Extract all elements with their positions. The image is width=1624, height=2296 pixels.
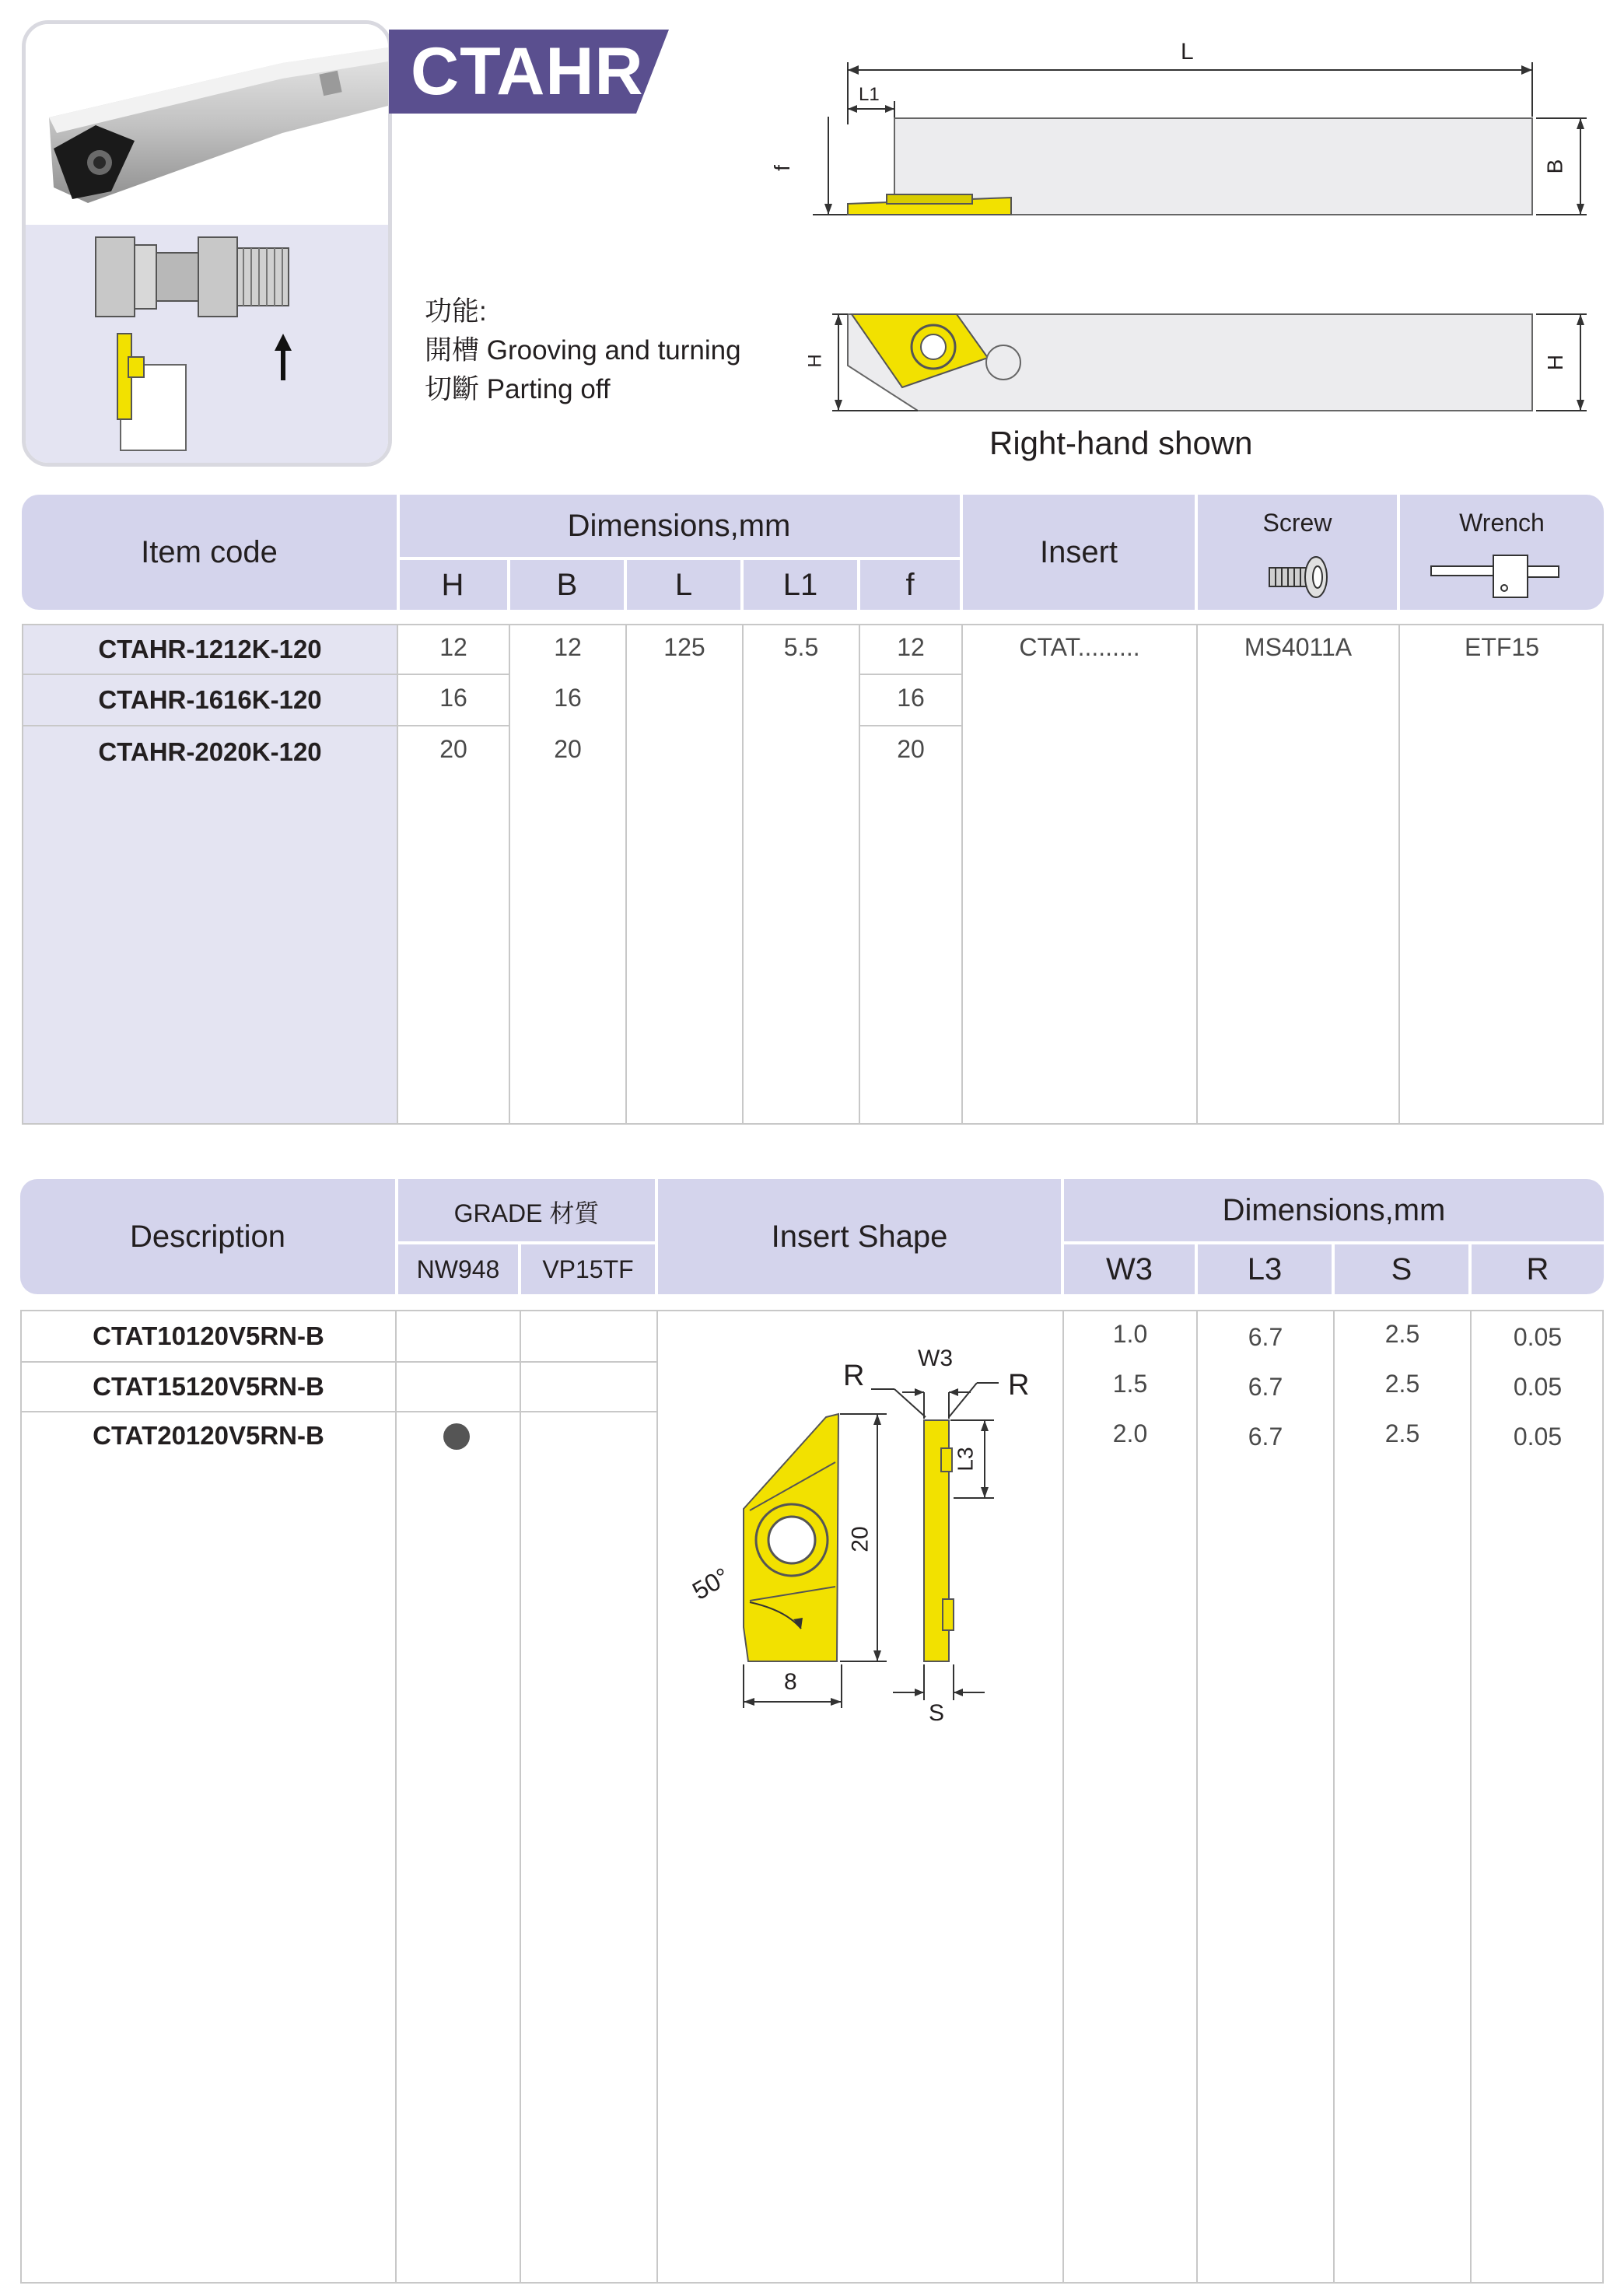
header-screw: Screw: [1262, 508, 1332, 537]
header-S: S: [1391, 1251, 1412, 1286]
function-line-grooving: 開槽 Grooving and turning: [425, 335, 741, 366]
label-H-left: H: [804, 354, 826, 368]
header-H: H: [441, 567, 464, 602]
holder-L1-shared: 5.5: [783, 632, 819, 661]
holder-screw-shared: MS4011A: [1244, 632, 1353, 661]
header-B: B: [556, 567, 578, 602]
insert-W3-2: 1.5: [1112, 1369, 1148, 1398]
wrench-icon: [1430, 551, 1566, 602]
function-label: 功能:: [425, 296, 487, 327]
holder-H-3: 20: [439, 734, 467, 763]
holder-B-3: 20: [554, 734, 582, 763]
insert-R-3: 0.05: [1513, 1422, 1563, 1451]
shape-label-angle: 50°: [687, 1562, 734, 1605]
shape-label-R-left: R: [843, 1360, 865, 1392]
header-insert-shape: Insert Shape: [771, 1219, 948, 1254]
holder-B-2: 16: [554, 683, 582, 712]
holder-code-1: CTAHR-1212K-120: [98, 635, 322, 663]
header-insert: Insert: [1039, 534, 1118, 569]
holder-L-shared: 125: [663, 632, 705, 661]
header-W3: W3: [1106, 1251, 1153, 1286]
insert-W3-1: 1.0: [1112, 1319, 1148, 1348]
function-line-parting: 切斷 Parting off: [425, 374, 611, 404]
label-H-right: H: [1543, 354, 1568, 371]
holder-code-3: CTAHR-2020K-120: [98, 737, 322, 766]
holder-f-2: 16: [897, 683, 925, 712]
insert-S-2: 2.5: [1384, 1369, 1420, 1398]
holder-technical-drawing: [0, 0, 1624, 498]
label-L1: L1: [859, 84, 880, 105]
insert-code-3: CTAT20120V5RN-B: [93, 1421, 324, 1450]
shape-label-W3: W3: [918, 1346, 953, 1371]
grade-available-dot: [443, 1423, 470, 1450]
shape-label-L3: L3: [953, 1447, 978, 1472]
screw-icon: [1268, 554, 1330, 600]
header-grade-vp15tf: VP15TF: [542, 1255, 634, 1283]
header-L3: L3: [1247, 1251, 1283, 1286]
insert-W3-3: 2.0: [1112, 1419, 1148, 1447]
header-f: f: [905, 567, 915, 602]
insert-L3-3: 6.7: [1248, 1422, 1283, 1451]
right-hand-caption: Right-hand shown: [989, 425, 1253, 461]
header-grade-nw948: NW948: [416, 1255, 500, 1283]
header-L1: L1: [782, 567, 818, 602]
holder-H-1: 12: [439, 632, 467, 661]
header-dimensions: Dimensions,mm: [567, 508, 791, 543]
label-L: L: [1181, 39, 1194, 65]
holder-B-1: 12: [554, 632, 582, 661]
header-insert-dimensions: Dimensions,mm: [1222, 1192, 1446, 1227]
header-R: R: [1526, 1251, 1549, 1286]
insert-S-3: 2.5: [1384, 1419, 1420, 1447]
header-description: Description: [129, 1219, 286, 1254]
label-f: f: [769, 165, 794, 171]
holder-code-2: CTAHR-1616K-120: [98, 685, 322, 714]
product-title: CTAHR: [411, 34, 644, 109]
insert-L3-1: 6.7: [1248, 1322, 1283, 1351]
holder-H-2: 16: [439, 683, 467, 712]
holder-insert-shared: CTAT.........: [1019, 632, 1140, 661]
header-L: L: [674, 567, 693, 602]
insert-code-1: CTAT10120V5RN-B: [93, 1321, 324, 1350]
header-item-code: Item code: [141, 534, 278, 569]
shape-label-S: S: [929, 1700, 945, 1726]
insert-S-1: 2.5: [1384, 1319, 1420, 1348]
shape-label-height: 20: [847, 1526, 873, 1552]
holder-f-3: 20: [897, 734, 925, 763]
shape-label-width: 8: [784, 1669, 797, 1695]
header-wrench: Wrench: [1459, 508, 1545, 537]
holder-wrench-shared: ETF15: [1464, 632, 1540, 661]
insert-L3-2: 6.7: [1248, 1372, 1283, 1401]
holder-f-1: 12: [897, 632, 925, 661]
header-grade: GRADE 材質: [453, 1199, 600, 1227]
insert-R-1: 0.05: [1513, 1322, 1563, 1351]
insert-R-2: 0.05: [1513, 1372, 1563, 1401]
insert-code-2: CTAT15120V5RN-B: [93, 1372, 324, 1401]
label-B: B: [1542, 159, 1567, 174]
shape-label-R-right: R: [1008, 1369, 1030, 1402]
